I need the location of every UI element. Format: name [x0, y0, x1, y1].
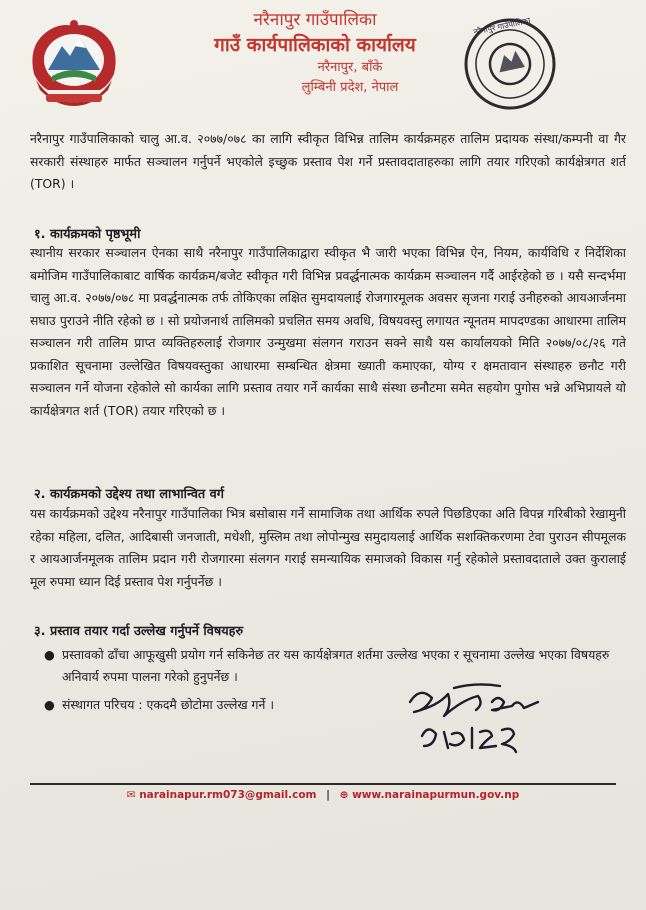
- nepal-emblem-logo: [22, 14, 126, 110]
- address-line: नरैनापुर, बाँके: [317, 60, 383, 75]
- bullet-item: [44, 694, 374, 716]
- footer-email[interactable]: narainapur.rm073@gmail.com: [139, 789, 317, 801]
- globe-icon: ⊕: [339, 789, 349, 801]
- intro-paragraph: नरैनापुर गाउँपालिकाको चालु आ.व. २०७७/०७८ का लागि स्वीकृत विभिन्न तालिम कार्यक्रमहरु तालिम प्रदायक संस्था/कम्पनी वा गैर सरकारी संस्थाहरु मार्फत सञ्चालन गर्नुपर्ने भएकोले इच्छुक प्रस्ताव पेश गर्ने प्रस्तावदाताहरुका लागि तयार गरिएको कार्यक्षेत्रगत शर्त (TOR) ।: [30, 131, 626, 191]
- office-seal-stamp: [452, 12, 568, 116]
- bullet-dot-icon: ●: [44, 647, 55, 662]
- footer-divider: [30, 783, 616, 785]
- letterhead: [150, 8, 480, 98]
- footer-website[interactable]: www.narainapurmun.gov.np: [352, 789, 520, 801]
- signature: [392, 676, 562, 770]
- bullet-text: प्रस्तावको ढाँचा आफूखुसी प्रयोग गर्न सकिनेछ तर यस कार्यक्षेत्रगत शर्तमा उल्लेख भएका र सूचनामा उल्लेख भएका विषयहरु अनिवार्य रुपमा पालना गरेको हुनुपर्नेछ ।: [62, 647, 610, 684]
- footer-separator: |: [326, 789, 330, 801]
- bullet-dot-icon: ●: [44, 697, 55, 712]
- office-title-line: गाउँ कार्यपालिकाको कार्यालय: [214, 34, 416, 56]
- seal-text: नरैनापुर गाउँपालिका: [472, 15, 532, 37]
- section-1-body: स्थानीय सरकार सञ्चालन ऐनका साथै नरैनापुर गाउँपालिकाद्वारा स्वीकृत भै जारी भएका विभिन्न ऐन, नियम, कार्यविधि र निर्देशिका बमोजिम गाउँपालिकाबाट वार्षिक कार्यक्रम/बजेट स्वीकृत गरी विभिन्न प्रवर्द्धनात्मक कार्यक्रम सञ्चालन गर्दै आईरहेको छ । यसै सन्दर्भमा चालु आ.व. २०७७/०७८ मा प्रवर्द्धनात्मक तर्फ तोकिएका लक्षित सुमदायलाई रोजगारमूलक अवसर सृजना गराई उनीहरुको आयआर्जनमा सघाउ पुराउने नीति रहेको छ । सो प्रयोजनार्थ तालिमको प्रचलित समय अवधि, विषयवस्तु लगायत न्यूनतम मापदण्डका आधारमा तालिम सञ्चालन गरी तालिम प्राप्त व्यक्तिहरुलाई रोजगार उन्मुखमा संलगन गराउन सक्ने साथै यस कार्यालयको मिति २०७७/०८/२६ गते प्रकाशित सूचनामा उल्लेखित विषयवस्तुका आधारमा सम्बन्धित क्षेत्रमा ख्याती कमाएका, योग्य र क्षमतावान संस्थाहरु छनौट गरी सञ्चालन गर्ने योजना रहेकोले सो कार्यका लागि प्रस्ताव तयार गर्ने कार्यका साथै संस्था छनौटमा समेत सहयोग पुगोस भन्ने अभिप्रायले यो कार्यक्षेत्रगत शर्त (TOR) तयार गरिएको छ ।: [30, 245, 626, 418]
- section-3-heading: ३. प्रस्ताव तयार गर्दा उल्लेख गर्नुपर्ने विषयहरु: [34, 624, 244, 639]
- bullet-text: संस्थागत परिचय : एकदमै छोटोमा उल्लेख गर्ने ।: [62, 697, 275, 712]
- envelope-icon: ✉: [126, 789, 136, 801]
- province-line: लुम्बिनी प्रदेश, नेपाल: [301, 80, 399, 95]
- section-1-heading: १. कार्यक्रमको पृष्ठभूमी: [34, 227, 141, 242]
- section-2-body: यस कार्यक्रमको उद्देश्य नरैनापुर गाउँपालिका भित्र बसोबास गर्ने सामाजिक तथा आर्थिक रुपले पिछडिएका अति विपन्न गरिबीको रेखामुनी रहेका महिला, दलित, आदिबासी जनजाती, मधेशी, मुस्लिम तथा लोपोन्मुख समुदायलाई आर्थिक सशक्तिकरणमा टेवा पुराउन सीपमूलक र आयआर्जनमूलक तालिम प्रदान गरी रोजगारमा संलगन गराई समन्यायिक समाजको विकास गर्नु रहेकोले प्रस्तावदाताले उक्त कुरालाई मूल रुपमा ध्यान दिई प्रस्ताव पेश गर्नुपर्नेछ ।: [30, 506, 626, 589]
- footer-contacts: [0, 789, 646, 801]
- office-name-line: नरैनापुर गाउँपालिका: [253, 10, 377, 30]
- section-2-heading: २. कार्यक्रमको उद्देश्य तथा लाभान्वित वर्ग: [34, 487, 225, 502]
